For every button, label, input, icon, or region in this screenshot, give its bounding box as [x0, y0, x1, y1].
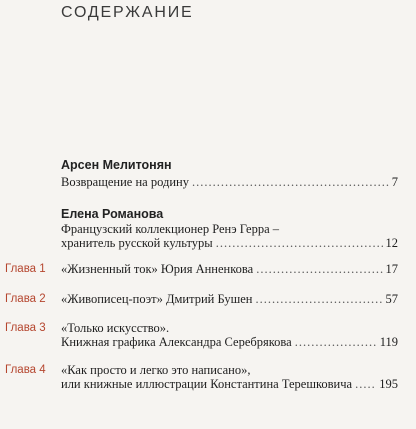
leader-dots [355, 377, 376, 392]
chapter-label: Глава 2 [5, 293, 46, 305]
leader-dots [295, 335, 377, 350]
page-number: 119 [379, 335, 398, 349]
toc-line[interactable] [61, 236, 398, 251]
entry-title-line: Французский коллекционер Ренэ Герра – [61, 222, 279, 236]
toc-line[interactable] [61, 262, 398, 277]
page-number: 17 [385, 262, 398, 276]
leader-dots [256, 262, 382, 277]
chapter-title: «Жизненный ток» Юрия Анненкова [61, 262, 254, 276]
page-number: 7 [391, 175, 398, 189]
toc-line[interactable] [61, 335, 398, 350]
chapter-label: Глава 1 [5, 263, 46, 275]
page-number: 12 [385, 236, 398, 250]
toc-line[interactable] [61, 175, 398, 190]
chapter-title-line: «Как просто и легко это написано», [61, 363, 251, 377]
chapter-title: Книжная графика Александра Серебрякова [61, 335, 292, 349]
entry-title: хранитель русской культуры [61, 236, 213, 250]
chapter-label: Глава 4 [5, 364, 46, 376]
page-number: 195 [379, 377, 398, 391]
page-title: СОДЕРЖАНИЕ [61, 4, 194, 21]
entry-author: Елена Романова [61, 207, 164, 221]
leader-dots [192, 175, 389, 190]
entry-author: Арсен Мелитонян [61, 158, 172, 172]
entry-title: Возвращение на родину [61, 175, 189, 189]
chapter-title-line: «Только искусство». [61, 321, 170, 335]
chapter-title: или книжные иллюстрации Константина Терешковича [61, 377, 353, 391]
leader-dots [255, 292, 382, 307]
page-number: 57 [385, 292, 398, 306]
chapter-label: Глава 3 [5, 322, 46, 334]
toc-line[interactable] [61, 292, 398, 307]
leader-dots [216, 236, 383, 251]
toc-line[interactable] [61, 377, 398, 392]
chapter-title: «Живописец-поэт» Дмитрий Бушен [61, 292, 253, 306]
